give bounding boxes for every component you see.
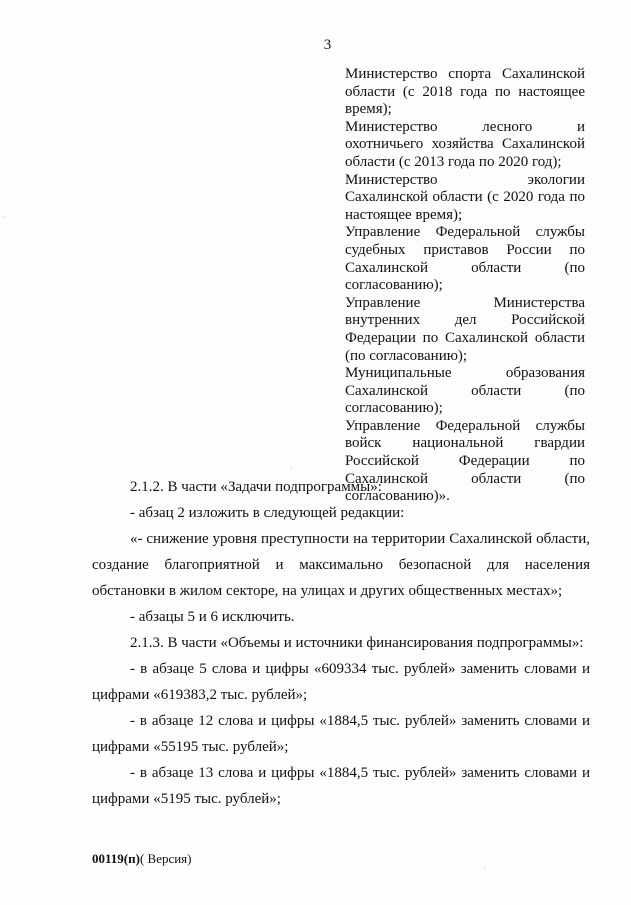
- paragraph: 2.1.2. В части «Задачи подпрограммы»:: [130, 479, 382, 495]
- paragraph: - абзацы 5 и 6 исключить.: [130, 609, 295, 625]
- scan-artifact: ·: [290, 466, 292, 472]
- footer: [92, 851, 192, 867]
- executor-item: Муниципальные образования Сахалинской области (по согласованию);: [345, 365, 585, 417]
- amendments-text: [92, 474, 590, 812]
- executor-item: Управление Министерства внутренних дел Российской Федерации по Сахалинской области (по согласованию);: [345, 294, 585, 364]
- paragraph: - в абзаце 13 слова и цифры «1884,5 тыс. рублей» заменить словами и цифрами «5195 тыс. рублей»;: [92, 765, 590, 807]
- executor-item: Управление Федеральной службы судебных приставов России по Сахалинской области (по согласованию);: [345, 224, 585, 294]
- scan-artifact: ·: [2, 214, 4, 220]
- executors-list: [345, 66, 585, 506]
- document-code: 00119(п): [92, 851, 140, 866]
- scan-artifact: ·: [484, 866, 486, 872]
- paragraph: - в абзаце 12 слова и цифры «1884,5 тыс. рублей» заменить словами и цифрами «55195 тыс. рублей»;: [92, 713, 590, 755]
- paragraph: - в абзаце 5 слова и цифры «609334 тыс. рублей» заменить словами и цифрами «619383,2 тыс. рублей»;: [92, 661, 590, 703]
- executor-item: Министерство спорта Сахалинской области (с 2018 года по настоящее время);: [345, 66, 585, 118]
- paragraph: 2.1.3. В части «Объемы и источники финансирования подпрограммы»:: [130, 635, 584, 651]
- paragraph: «- снижение уровня преступности на территории Сахалинской области, создание благоприятной и максимально безопасной для населения обстановки в жилом секторе, на улицах и других общественных местах»;: [92, 531, 590, 599]
- page-number: 3: [323, 37, 332, 53]
- executor-item: Управление Федеральной службы войск национальной гвардии Российской Федерации по Сахалинской области (по согласованию)».: [345, 417, 585, 505]
- document-version: ( Версия): [139, 851, 192, 866]
- executor-item: Министерство лесного и охотничьего хозяйства Сахалинской области (с 2013 года по 2020 год);: [345, 118, 585, 170]
- executor-item: Министерство экологии Сахалинской области (с 2020 года по настоящее время);: [345, 171, 585, 223]
- paragraph: - абзац 2 изложить в следующей редакции:: [130, 505, 405, 521]
